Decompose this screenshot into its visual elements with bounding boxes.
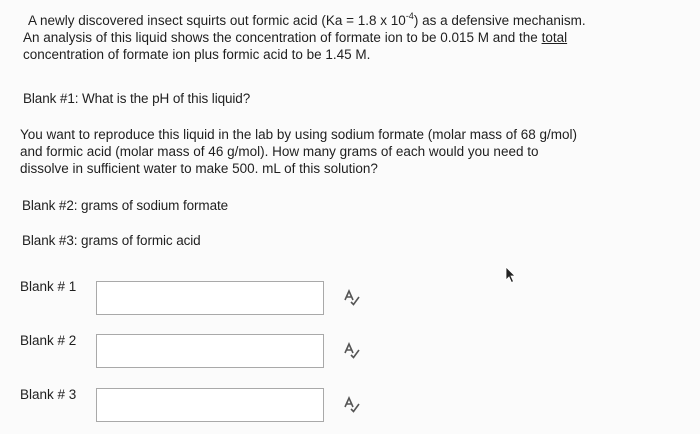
blank2-label: Blank # 2 [20, 333, 77, 348]
reproduce-line2: and formic acid (molar mass of 46 g/mol). How many grams of each would you need to [20, 144, 539, 159]
blank2-input[interactable] [96, 334, 324, 368]
blank1-input[interactable] [96, 281, 324, 315]
reproduce-line3: dissolve in sufficient water to make 500. mL of this solution? [20, 161, 378, 176]
question-intro [20, 12, 586, 63]
intro-line1-end: ) as a defensive mechanism. [413, 13, 586, 28]
blank3-label: Blank # 3 [20, 387, 77, 402]
blank2-question: Blank #2: grams of sodium formate [22, 198, 229, 213]
blank3-question: Blank #3: grams of formic acid [22, 233, 201, 248]
blank3-input[interactable] [96, 388, 324, 422]
exponent: -4 [405, 11, 414, 21]
reproduce-line1: You want to reproduce this liquid in the lab by using sodium formate (molar mass of 68 g/mol) [20, 127, 578, 142]
spellcheck-icon[interactable] [343, 341, 361, 359]
spellcheck-icon[interactable] [343, 395, 361, 413]
blank1-label: Blank # 1 [20, 279, 77, 294]
reproduce-instructions [20, 126, 577, 177]
intro-line1-text: A newly discovered insect squirts out formic acid (Ka = 1.8 x 10 [28, 13, 406, 28]
intro-line2-text: An analysis of this liquid shows the concentration of formate ion to be 0.015 M and the [23, 30, 542, 45]
mouse-pointer-icon [505, 266, 517, 284]
total-underlined: total [541, 30, 568, 45]
blank1-question: Blank #1: What is the pH of this liquid? [23, 91, 251, 106]
spellcheck-icon[interactable] [343, 288, 361, 306]
intro-line3: concentration of formate ion plus formic acid to be 1.45 M. [23, 47, 371, 62]
